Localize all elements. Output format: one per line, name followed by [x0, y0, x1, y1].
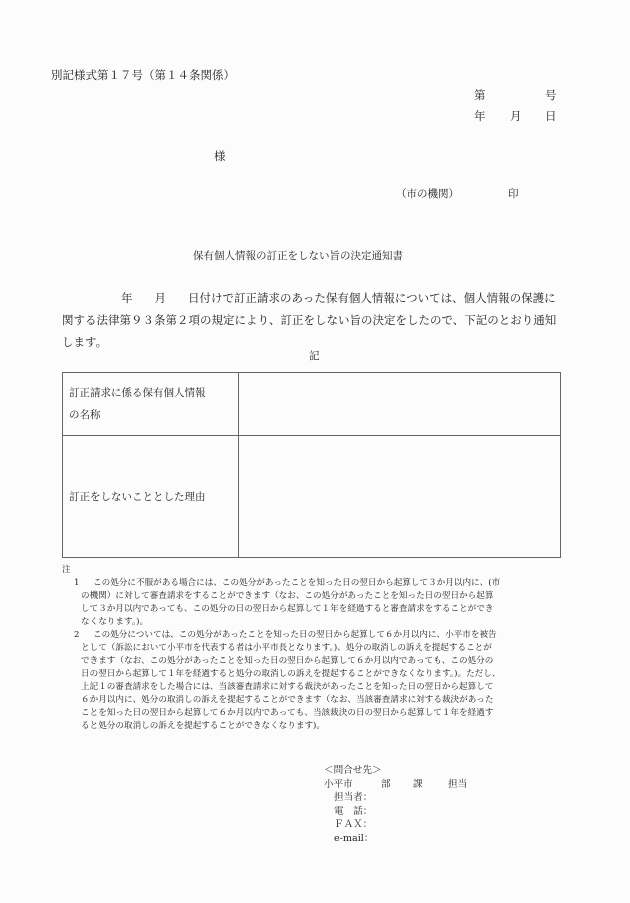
contact-heading: ＜問合せ先＞	[324, 765, 382, 776]
row-label-info-name: 訂正請求に係る保有個人情報 の名称	[63, 373, 239, 436]
note-item: 2 この処分については、この処分があったことを知った日の翌日から起算して６か月以内に、小平市を被告 として（訴訟において小平市を代表する者は小平市長となります。)、処分の取消しの訴えを提起することが できます（なお、この処分があったことを知った日の翌日から起算して６か月以内であっても、この処分の 日の翌日から起算して１年を経過すると処分の取消しの訴えを提起することができなくなります。)。ただし、 上記１の審査請求をした場合には、当該審査請求に対する裁決があったことを知った日の翌日から起算して ６か月以内に、処分の取消しの訴えを提起することができます（なお、当該審査請求に対する裁決があった ことを知った日の翌日から起算して６か月以内であっても、当該裁決の日の翌日から起算して１年を経過す ると処分の取消しの訴えを提起することができなくなります)。	[74, 630, 501, 731]
body-line-2: 関する法律第９３条第２項の規定により、訂正をしない旨の決定をしたので、下記のとおり通知	[62, 313, 557, 327]
contact-phone-label: 電 話：	[334, 805, 373, 817]
number-prefix: 第	[474, 88, 486, 102]
form-id: 別記様式第１７号（第１４条関係）	[51, 68, 235, 82]
recipient-suffix: 様	[214, 149, 226, 163]
contact-person-label: 担当者：	[334, 792, 373, 803]
body-line-1-text: 日付けで訂正請求のあった保有個人情報については、個人情報の保護に	[188, 291, 556, 305]
date-year: 年	[474, 109, 486, 123]
body-line-3: します。	[62, 335, 108, 349]
notes-heading: 注	[62, 565, 71, 575]
date-month: 月	[510, 109, 522, 123]
info-table	[62, 372, 561, 558]
contact-email-label: e-mail：	[334, 832, 374, 844]
document-number	[474, 87, 564, 101]
date-day: 日	[545, 109, 557, 123]
table-row	[63, 373, 561, 436]
table-row	[63, 436, 561, 558]
contact-block	[324, 764, 484, 845]
ki-heading: 記	[309, 350, 320, 362]
row-label-reason: 訂正をしないこととした理由	[63, 436, 239, 558]
contact-charge: 担当	[448, 778, 468, 790]
contact-fax-label: ＦＡＸ：	[334, 819, 373, 830]
contact-section: 課	[413, 778, 423, 790]
info-name-field[interactable]	[239, 373, 561, 436]
notes	[62, 564, 582, 733]
issuer: （市の機関）	[396, 188, 459, 200]
number-suffix: 号	[545, 88, 557, 102]
document-title: 保有個人情報の訂正をしない旨の決定通知書	[193, 250, 403, 262]
issue-date	[474, 108, 564, 122]
seal-mark: 印	[508, 188, 519, 200]
body-year: 年	[121, 291, 133, 305]
note-item: 1 この処分に不服がある場合には、この処分があったことを知った日の翌日から起算して３か月以内に、(市 の機関）に対して審査請求をすることができます（なお、この処分があったことを知った日の翌日から起算 して３か月以内であっても、この処分の日の翌日から起算して１年を経過すると審査請求をすることができ なくなります。)。	[74, 578, 501, 627]
contact-city: 小平市	[324, 778, 353, 790]
reason-field[interactable]	[239, 436, 561, 558]
body-paragraph	[62, 287, 572, 353]
body-month: 月	[154, 291, 166, 305]
body-line-1	[62, 287, 572, 309]
contact-dept: 部	[381, 778, 391, 790]
